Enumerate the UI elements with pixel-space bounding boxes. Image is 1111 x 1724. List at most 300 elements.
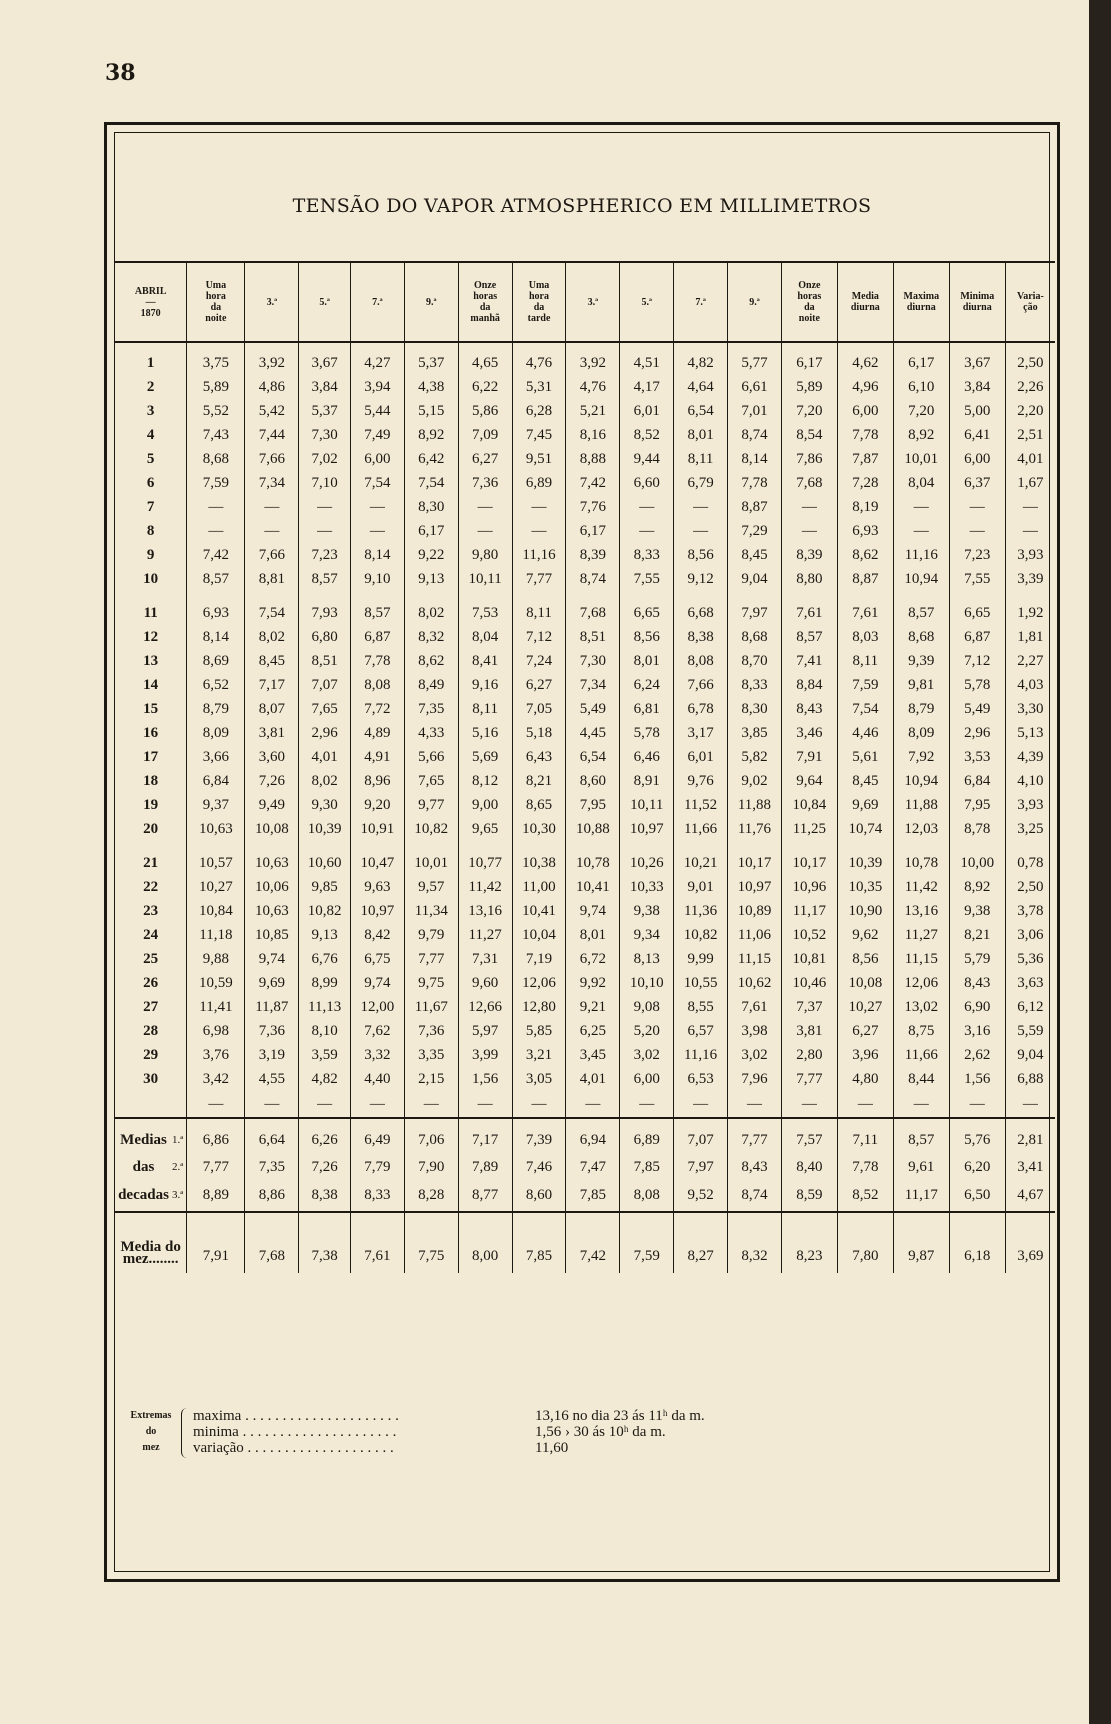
table-cell: 2,26 bbox=[1005, 375, 1055, 399]
table-cell: 11,27 bbox=[893, 923, 949, 947]
table-cell: 8,57 bbox=[781, 625, 837, 649]
table-cell: 8,41 bbox=[458, 649, 512, 673]
table-cell: — bbox=[893, 495, 949, 519]
table-cell: — bbox=[620, 519, 674, 543]
table-row bbox=[115, 1019, 1055, 1043]
table-cell: 7,95 bbox=[566, 793, 620, 817]
dash-cell: — bbox=[512, 1091, 566, 1118]
table-cell: 6,54 bbox=[674, 399, 728, 423]
table-cell: 6,84 bbox=[187, 769, 245, 793]
table-cell: 1,56 bbox=[949, 1067, 1005, 1091]
table-cell: 10,47 bbox=[351, 851, 405, 875]
table-cell: 6,01 bbox=[620, 399, 674, 423]
table-cell: 10,63 bbox=[245, 851, 299, 875]
table-cell: 8,65 bbox=[512, 793, 566, 817]
table-cell: 1,67 bbox=[1005, 471, 1055, 495]
table-cell: 4,01 bbox=[1005, 447, 1055, 471]
day-cell: 7 bbox=[146, 498, 155, 515]
table-cell: 7,93 bbox=[299, 601, 351, 625]
table-cell: 8,43 bbox=[949, 971, 1005, 995]
table-cell: 11,00 bbox=[512, 875, 566, 899]
table-cell: 8,09 bbox=[187, 721, 245, 745]
table-cell: 11,25 bbox=[781, 817, 837, 841]
table-cell: 7,78 bbox=[351, 649, 405, 673]
table-cell: 7,45 bbox=[512, 423, 566, 447]
table-cell: 6,17 bbox=[566, 519, 620, 543]
table-cell: 11,88 bbox=[728, 793, 782, 817]
decade-cell: 8,57 bbox=[893, 1118, 949, 1155]
table-cell: 1,81 bbox=[1005, 625, 1055, 649]
decade-cell: 7,78 bbox=[837, 1155, 893, 1179]
table-cell: 7,55 bbox=[620, 567, 674, 591]
table-cell: 11,36 bbox=[674, 899, 728, 923]
month-mean-cell: 7,59 bbox=[620, 1212, 674, 1273]
table-cell: 7,12 bbox=[949, 649, 1005, 673]
table-cell: 2,96 bbox=[949, 721, 1005, 745]
table-cell: 3,30 bbox=[1005, 697, 1055, 721]
table-cell: 7,59 bbox=[837, 673, 893, 697]
table-cell: 10,33 bbox=[620, 875, 674, 899]
table-cell: 9,13 bbox=[404, 567, 458, 591]
table-cell: 9,76 bbox=[674, 769, 728, 793]
decade-cell: 6,20 bbox=[949, 1155, 1005, 1179]
table-cell: 10,39 bbox=[837, 851, 893, 875]
table-cell: — bbox=[893, 519, 949, 543]
table-cell: 8,02 bbox=[299, 769, 351, 793]
table-cell: 8,62 bbox=[404, 649, 458, 673]
table-cell: 7,23 bbox=[949, 543, 1005, 567]
table-cell: 5,00 bbox=[949, 399, 1005, 423]
table-cell: 9,02 bbox=[728, 769, 782, 793]
table-cell: — bbox=[458, 519, 512, 543]
table-cell: 5,86 bbox=[458, 399, 512, 423]
table-cell: 8,14 bbox=[351, 543, 405, 567]
table-cell: 9,75 bbox=[404, 971, 458, 995]
table-cell: 3,84 bbox=[949, 375, 1005, 399]
table-cell: 9,60 bbox=[458, 971, 512, 995]
column-header: 5.ª bbox=[299, 262, 351, 342]
table-cell: 8,75 bbox=[893, 1019, 949, 1043]
table-cell: 7,62 bbox=[351, 1019, 405, 1043]
table-cell: 10,82 bbox=[674, 923, 728, 947]
table-cell: 6,12 bbox=[1005, 995, 1055, 1019]
table-cell: 10,08 bbox=[837, 971, 893, 995]
table-cell: 8,80 bbox=[781, 567, 837, 591]
table-cell: 8,56 bbox=[674, 543, 728, 567]
decade-cell: 8,60 bbox=[512, 1179, 566, 1212]
dash-cell: — bbox=[245, 1091, 299, 1118]
table-cell: 7,12 bbox=[512, 625, 566, 649]
table-cell: 3,84 bbox=[299, 375, 351, 399]
day-cell: 21 bbox=[143, 854, 159, 871]
table-cell: 7,20 bbox=[893, 399, 949, 423]
table-cell: — bbox=[781, 519, 837, 543]
table-cell: 8,42 bbox=[351, 923, 405, 947]
table-cell: 8,33 bbox=[620, 543, 674, 567]
table-cell: 8,56 bbox=[620, 625, 674, 649]
decade-cell: 6,26 bbox=[299, 1118, 351, 1155]
table-cell: 7,44 bbox=[245, 423, 299, 447]
day-cell: 22 bbox=[143, 878, 159, 895]
decade-cell: 8,77 bbox=[458, 1179, 512, 1212]
table-cell: 11,67 bbox=[404, 995, 458, 1019]
table-cell: — bbox=[620, 495, 674, 519]
month-mean-cell: 8,32 bbox=[728, 1212, 782, 1273]
table-cell: 6,93 bbox=[837, 519, 893, 543]
table-cell: — bbox=[674, 495, 728, 519]
table-cell: 10,63 bbox=[245, 899, 299, 923]
decade-cell: 7,26 bbox=[299, 1155, 351, 1179]
table-cell: 3,85 bbox=[728, 721, 782, 745]
table-cell: 8,13 bbox=[620, 947, 674, 971]
table-cell: 6,78 bbox=[674, 697, 728, 721]
table-cell: 5,52 bbox=[187, 399, 245, 423]
table-cell: 6,60 bbox=[620, 471, 674, 495]
table-cell: 3,93 bbox=[1005, 543, 1055, 567]
table-cell: 3,81 bbox=[245, 721, 299, 745]
table-row bbox=[115, 769, 1055, 793]
table-cell: 3,53 bbox=[949, 745, 1005, 769]
table-cell: 3,59 bbox=[299, 1043, 351, 1067]
table-cell: 5,20 bbox=[620, 1019, 674, 1043]
day-cell: 18 bbox=[143, 772, 159, 789]
table-cell: 3,76 bbox=[187, 1043, 245, 1067]
decade-cell: 8,43 bbox=[728, 1155, 782, 1179]
table-cell: 8,30 bbox=[404, 495, 458, 519]
column-header: Varia- ção bbox=[1005, 262, 1055, 342]
table-cell: 8,04 bbox=[458, 625, 512, 649]
table-cell: 4,62 bbox=[837, 351, 893, 375]
table-cell: 7,41 bbox=[781, 649, 837, 673]
table-cell: 6,25 bbox=[566, 1019, 620, 1043]
month-mean-cell: 7,75 bbox=[404, 1212, 458, 1273]
table-cell: 8,03 bbox=[837, 625, 893, 649]
table-cell: 12,03 bbox=[893, 817, 949, 841]
table-cell: 3,96 bbox=[837, 1043, 893, 1067]
column-header: 9.ª bbox=[728, 262, 782, 342]
table-cell: 8,07 bbox=[245, 697, 299, 721]
table-cell: 7,77 bbox=[512, 567, 566, 591]
decade-cell: 7,97 bbox=[674, 1155, 728, 1179]
table-cell: 6,24 bbox=[620, 673, 674, 697]
table-row bbox=[115, 351, 1055, 375]
day-cell: 30 bbox=[143, 1070, 159, 1087]
table-cell: 7,36 bbox=[458, 471, 512, 495]
table-cell: 10,77 bbox=[458, 851, 512, 875]
table-cell: 11,18 bbox=[187, 923, 245, 947]
table-cell: 5,36 bbox=[1005, 947, 1055, 971]
table-cell: 6,27 bbox=[512, 673, 566, 697]
table-row bbox=[115, 697, 1055, 721]
column-header: 3.ª bbox=[245, 262, 299, 342]
table-cell: 8,62 bbox=[837, 543, 893, 567]
dash-cell: — bbox=[187, 1091, 245, 1118]
column-header: ABRIL — 1870 bbox=[115, 262, 187, 342]
table-cell: 7,54 bbox=[351, 471, 405, 495]
table-cell: 8,45 bbox=[728, 543, 782, 567]
table-cell: 6,90 bbox=[949, 995, 1005, 1019]
table-cell: 10,27 bbox=[187, 875, 245, 899]
table-cell: 11,41 bbox=[187, 995, 245, 1019]
table-cell: 6,89 bbox=[512, 471, 566, 495]
table-cell: 5,89 bbox=[187, 375, 245, 399]
table-cell: 8,51 bbox=[299, 649, 351, 673]
dash-cell: — bbox=[299, 1091, 351, 1118]
table-cell: 10,00 bbox=[949, 851, 1005, 875]
table-cell: 9,30 bbox=[299, 793, 351, 817]
table-cell: 3,78 bbox=[1005, 899, 1055, 923]
table-row bbox=[115, 519, 1055, 543]
day-cell: 14 bbox=[143, 676, 159, 693]
table-cell: 4,55 bbox=[245, 1067, 299, 1091]
table-row bbox=[115, 721, 1055, 745]
table-cell: 10,57 bbox=[187, 851, 245, 875]
table-cell: 4,76 bbox=[566, 375, 620, 399]
table-cell: 10,30 bbox=[512, 817, 566, 841]
table-cell: 10,97 bbox=[620, 817, 674, 841]
table-cell: 7,30 bbox=[566, 649, 620, 673]
decade-cell: 6,50 bbox=[949, 1179, 1005, 1212]
table-cell: 4,45 bbox=[566, 721, 620, 745]
table-cell: 3,67 bbox=[949, 351, 1005, 375]
decade-cell: 7,57 bbox=[781, 1118, 837, 1155]
table-cell: 8,57 bbox=[893, 601, 949, 625]
column-header: Uma hora da noite bbox=[187, 262, 245, 342]
table-cell: 7,61 bbox=[781, 601, 837, 625]
table-cell: 5,69 bbox=[458, 745, 512, 769]
table-cell: 7,30 bbox=[299, 423, 351, 447]
table-cell: 6,37 bbox=[949, 471, 1005, 495]
table-cell: 8,11 bbox=[674, 447, 728, 471]
table-cell: 10,97 bbox=[728, 875, 782, 899]
month-mean-row bbox=[115, 1212, 1055, 1273]
table-cell: 9,38 bbox=[949, 899, 1005, 923]
column-header: 7.ª bbox=[674, 262, 728, 342]
month-mean-cell: 7,68 bbox=[245, 1212, 299, 1273]
table-cell: 4,80 bbox=[837, 1067, 893, 1091]
table-cell: 7,43 bbox=[187, 423, 245, 447]
table-cell: 10,90 bbox=[837, 899, 893, 923]
table-cell: 8,92 bbox=[949, 875, 1005, 899]
table-cell: 4,86 bbox=[245, 375, 299, 399]
table-cell: 3,02 bbox=[620, 1043, 674, 1067]
decade-cell: 7,79 bbox=[351, 1155, 405, 1179]
decade-cell: 5,76 bbox=[949, 1118, 1005, 1155]
table-row bbox=[115, 625, 1055, 649]
day-cell: 20 bbox=[143, 820, 159, 837]
table-cell: 10,55 bbox=[674, 971, 728, 995]
table-cell: 8,68 bbox=[893, 625, 949, 649]
table-cell: 10,01 bbox=[404, 851, 458, 875]
table-cell: 7,20 bbox=[781, 399, 837, 423]
table-cell: 6,57 bbox=[674, 1019, 728, 1043]
table-row bbox=[115, 447, 1055, 471]
decade-cell: 7,77 bbox=[728, 1118, 782, 1155]
table-cell: 9,74 bbox=[351, 971, 405, 995]
day-cell: 3 bbox=[146, 402, 155, 419]
table-cell: 9,01 bbox=[674, 875, 728, 899]
decade-cell: 8,08 bbox=[620, 1179, 674, 1212]
table-cell: 7,54 bbox=[404, 471, 458, 495]
decade-cell: 8,74 bbox=[728, 1179, 782, 1212]
table-frame-inner bbox=[114, 132, 1050, 1572]
table-cell: 8,21 bbox=[949, 923, 1005, 947]
table-cell: 2,96 bbox=[299, 721, 351, 745]
day-cell: 13 bbox=[143, 652, 159, 669]
table-cell: 7,68 bbox=[781, 471, 837, 495]
table-cell: 2,27 bbox=[1005, 649, 1055, 673]
table-row bbox=[115, 899, 1055, 923]
table-cell: 10,62 bbox=[728, 971, 782, 995]
decade-cell: 8,52 bbox=[837, 1179, 893, 1212]
table-cell: 3,93 bbox=[1005, 793, 1055, 817]
table-cell: 10,78 bbox=[893, 851, 949, 875]
day-cell: 6 bbox=[146, 474, 155, 491]
table-cell: 8,21 bbox=[512, 769, 566, 793]
table-cell: 7,01 bbox=[728, 399, 782, 423]
table-cell: 6,01 bbox=[674, 745, 728, 769]
table-cell: — bbox=[187, 495, 245, 519]
table-cell: 6,87 bbox=[351, 625, 405, 649]
table-cell: 7,61 bbox=[837, 601, 893, 625]
table-row bbox=[115, 817, 1055, 841]
table-cell: 7,36 bbox=[404, 1019, 458, 1043]
table-cell: 8,56 bbox=[837, 947, 893, 971]
extremes-label: Extremas do mez bbox=[130, 1410, 172, 1453]
table-cell: — bbox=[245, 495, 299, 519]
table-cell: 7,37 bbox=[781, 995, 837, 1019]
table-cell: 8,45 bbox=[837, 769, 893, 793]
table-cell: 11,06 bbox=[728, 923, 782, 947]
table-cell: 8,19 bbox=[837, 495, 893, 519]
table-cell: 7,77 bbox=[404, 947, 458, 971]
table-cell: 9,81 bbox=[893, 673, 949, 697]
table-cell: 7,26 bbox=[245, 769, 299, 793]
decade-cell: 6,64 bbox=[245, 1118, 299, 1155]
dash-cell: — bbox=[728, 1091, 782, 1118]
table-cell: 8,96 bbox=[351, 769, 405, 793]
page-number: 38 bbox=[105, 60, 136, 86]
vapor-tension-table bbox=[115, 261, 1055, 1273]
book-binding-edge bbox=[1089, 0, 1111, 1724]
table-cell: 6,27 bbox=[837, 1019, 893, 1043]
table-cell: 4,01 bbox=[299, 745, 351, 769]
month-mean-cell: 8,23 bbox=[781, 1212, 837, 1273]
table-row bbox=[115, 1067, 1055, 1091]
table-cell: 5,78 bbox=[620, 721, 674, 745]
table-cell: 6,53 bbox=[674, 1067, 728, 1091]
table-cell: 5,49 bbox=[566, 697, 620, 721]
table-cell: 6,84 bbox=[949, 769, 1005, 793]
table-cell: 10,41 bbox=[512, 899, 566, 923]
table-cell: 8,87 bbox=[837, 567, 893, 591]
table-cell: 5,89 bbox=[781, 375, 837, 399]
table-cell: 6,10 bbox=[893, 375, 949, 399]
table-cell: 9,85 bbox=[299, 875, 351, 899]
table-cell: 9,22 bbox=[404, 543, 458, 567]
table-cell: 8,02 bbox=[404, 601, 458, 625]
column-header: Uma hora da tarde bbox=[512, 262, 566, 342]
decade-label: Medias 1.ª bbox=[115, 1118, 187, 1155]
month-mean-cell: 7,91 bbox=[187, 1212, 245, 1273]
table-cell: 6,41 bbox=[949, 423, 1005, 447]
table-cell: 10,74 bbox=[837, 817, 893, 841]
decade-cell: 7,06 bbox=[404, 1118, 458, 1155]
table-cell: 8,52 bbox=[620, 423, 674, 447]
decade-cell: 7,85 bbox=[566, 1179, 620, 1212]
decade-cell: 7,07 bbox=[674, 1118, 728, 1155]
table-cell: — bbox=[512, 495, 566, 519]
table-cell: 7,68 bbox=[566, 601, 620, 625]
dash-row bbox=[115, 1091, 1055, 1118]
dash-cell: — bbox=[1005, 1091, 1055, 1118]
day-cell: 15 bbox=[143, 700, 159, 717]
table-cell: 10,17 bbox=[781, 851, 837, 875]
decade-cell: 9,61 bbox=[893, 1155, 949, 1179]
table-cell: 5,37 bbox=[299, 399, 351, 423]
table-cell: 3,25 bbox=[1005, 817, 1055, 841]
table-cell: 10,78 bbox=[566, 851, 620, 875]
decade-cell: 8,28 bbox=[404, 1179, 458, 1212]
table-row bbox=[115, 971, 1055, 995]
table-row bbox=[115, 471, 1055, 495]
table-frame bbox=[104, 122, 1060, 1582]
table-cell: 10,52 bbox=[781, 923, 837, 947]
table-cell: 4,82 bbox=[299, 1067, 351, 1091]
table-cell: 9,04 bbox=[728, 567, 782, 591]
table-cell: 8,92 bbox=[404, 423, 458, 447]
decade-cell: 4,67 bbox=[1005, 1179, 1055, 1212]
decade-cell: 6,86 bbox=[187, 1118, 245, 1155]
table-cell: 7,96 bbox=[728, 1067, 782, 1091]
table-cell: 3,21 bbox=[512, 1043, 566, 1067]
dash-cell: — bbox=[404, 1091, 458, 1118]
table-cell: 6,93 bbox=[187, 601, 245, 625]
table-cell: 9,08 bbox=[620, 995, 674, 1019]
table-cell: 1,56 bbox=[458, 1067, 512, 1091]
table-cell: — bbox=[458, 495, 512, 519]
table-cell: 4,03 bbox=[1005, 673, 1055, 697]
table-cell: 7,66 bbox=[245, 543, 299, 567]
month-mean-cell: 9,87 bbox=[893, 1212, 949, 1273]
decade-mean-row bbox=[115, 1118, 1055, 1155]
table-cell: 9,77 bbox=[404, 793, 458, 817]
table-cell: 10,11 bbox=[458, 567, 512, 591]
table-cell: 10,41 bbox=[566, 875, 620, 899]
column-header: 3.ª bbox=[566, 262, 620, 342]
table-cell: 5,78 bbox=[949, 673, 1005, 697]
table-cell: 6,28 bbox=[512, 399, 566, 423]
table-cell: 7,31 bbox=[458, 947, 512, 971]
table-cell: 8,02 bbox=[245, 625, 299, 649]
table-cell: 7,65 bbox=[404, 769, 458, 793]
decade-cell: 7,11 bbox=[837, 1118, 893, 1155]
table-cell: 9,34 bbox=[620, 923, 674, 947]
table-cell: 8,11 bbox=[512, 601, 566, 625]
table-cell: 4,39 bbox=[1005, 745, 1055, 769]
table-cell: 10,96 bbox=[781, 875, 837, 899]
table-cell: 9,80 bbox=[458, 543, 512, 567]
table-cell: 9,79 bbox=[404, 923, 458, 947]
table-cell: 7,92 bbox=[893, 745, 949, 769]
table-cell: 6,98 bbox=[187, 1019, 245, 1043]
table-cell: 10,06 bbox=[245, 875, 299, 899]
table-cell: 8,01 bbox=[620, 649, 674, 673]
table-cell: 10,82 bbox=[299, 899, 351, 923]
dash-cell: — bbox=[837, 1091, 893, 1118]
table-cell: 9,39 bbox=[893, 649, 949, 673]
table-cell: 7,97 bbox=[728, 601, 782, 625]
